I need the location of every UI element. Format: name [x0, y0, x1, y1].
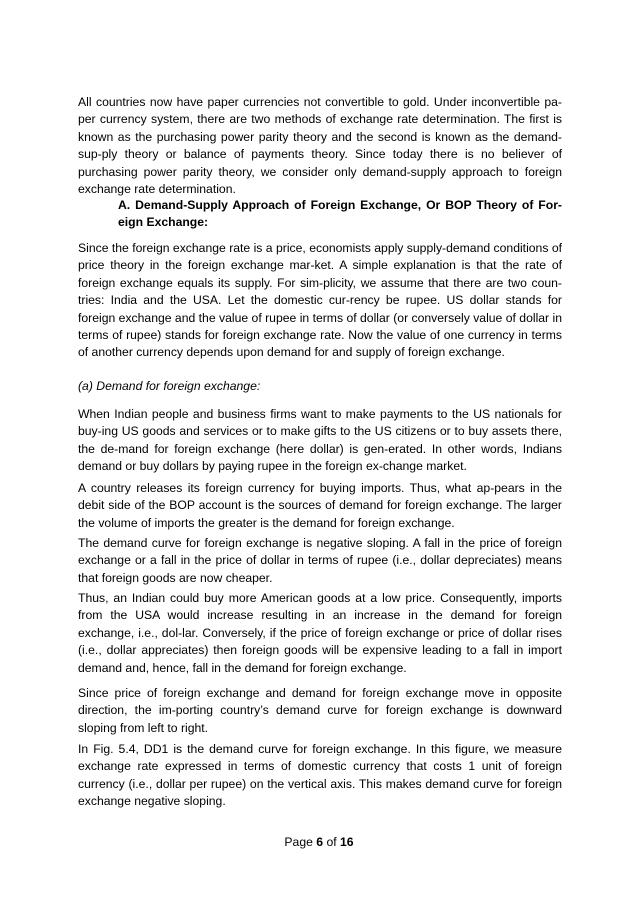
total-page-count: 16 [340, 835, 354, 849]
section-heading-a: A. Demand-Supply Approach of Foreign Exchange, Or BOP Theory of For-eign Exchange: [118, 198, 562, 230]
paragraph-intro: All countries now have paper currencies not convertible to gold. Under inconvertible pa-per currency system, there are two methods of exchange rate determination. The first is known as the purchasing power parity theory and the second is known as the demand-sup-ply theory or balance of payments theory. Since today there is no believer of purchasing power parity theory, we consider only demand-supply approach to foreign exchange rate determination. [78, 95, 562, 197]
current-page-number: 6 [316, 835, 324, 849]
page-label: Page [284, 835, 313, 849]
subheading-demand-foreign-exchange: (a) Demand for foreign exchange: [78, 379, 261, 393]
paragraph-opposite-direction: Since price of foreign exchange and demand for foreign exchange move in opposite direction, the im-porting country’s demand curve for foreign exchange is downward sloping from left to right. [78, 686, 562, 735]
page-number-footer [0, 834, 638, 851]
page-of-label: of [326, 835, 337, 849]
paragraph-imports: A country releases its foreign currency for buying imports. Thus, what ap-pears in the debit side of the BOP account is the sources of demand for foreign exchange. The larger the volume of imports the greater is the demand for foreign exchange. [78, 481, 562, 530]
paragraph-demand-supply: Since the foreign exchange rate is a price, economists apply supply-demand conditions of price theory in the foreign exchange mar-ket. A simple explanation is that the rate of foreign exchange equals its supply. For sim-plicity, we assume that there are two coun-tries: India and the USA. Let the domestic cur-rency be rupee. US dollar stands for foreign exchange and the value of rupee in terms of dollar (or conversely value of dollar in terms of rupee) stands for foreign exchange rate. Now the value of one currency in terms of another currency depends upon demand for and supply of foreign exchange. [78, 241, 562, 360]
paragraph-indian-payments: When Indian people and business firms want to make payments to the US nationals for buy-ing US goods and services or to make gifts to the US citizens or to buy assets there, the de-mand for foreign exchange (here dollar) is gen-erated. In other words, Indians demand or buy dollars by paying rupee in the foreign ex-change market. [78, 407, 562, 474]
paragraph-demand-curve: The demand curve for foreign exchange is negative sloping. A fall in the price of foreign exchange or a fall in the price of dollar in terms of rupee (i.e., dollar depreciates) means that foreign goods are now cheaper. [78, 536, 562, 585]
paragraph-fig-5-4: In Fig. 5.4, DD1 is the demand curve for foreign exchange. In this figure, we measure exchange rate expressed in terms of domestic currency that costs 1 unit of foreign currency (i.e., dollar per rupee) on the vertical axis. This makes demand curve for foreign exchange negative sloping. [78, 742, 562, 809]
paragraph-american-goods: Thus, an Indian could buy more American goods at a low price. Consequently, imports from the USA would increase resulting in an increase in the demand for foreign exchange, i.e., dol-lar. Conversely, if the price of foreign exchange or price of dollar rises (i.e., dollar appreciates) then foreign goods will be expensive leading to a fall in import demand and, hence, fall in the demand for foreign exchange. [78, 591, 562, 675]
